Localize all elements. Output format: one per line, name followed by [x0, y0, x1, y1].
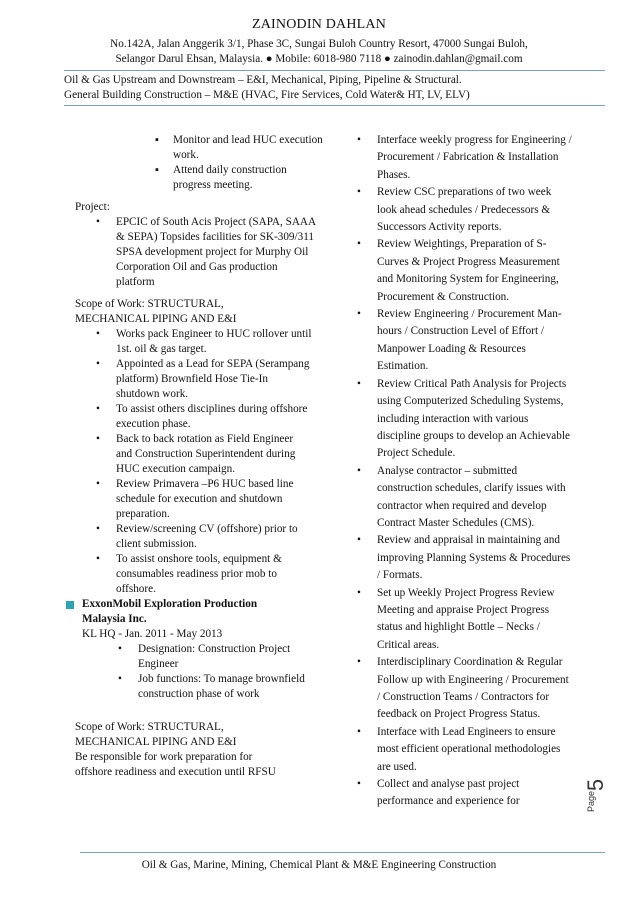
- project-list: [116, 215, 316, 290]
- sector-summary: [64, 73, 604, 103]
- scope-heading-2: [75, 720, 335, 780]
- list-item: • Interface weekly progress for Engineering / Procurement / Fabrication & Installation Phases.: [377, 132, 573, 184]
- scope2-line-2: MECHANICAL PIPING AND E&I: [75, 736, 237, 748]
- address-line-1: No.142A, Jalan Anggerik 3/1, Phase 3C, Sungai Buloh Country Resort, 47000 Sungai Buloh,: [110, 38, 528, 50]
- page-number: 5: [583, 778, 609, 792]
- company-line-1: ExxonMobil Exploration Production: [82, 598, 258, 610]
- company-location: KL HQ - Jan. 2011 - May 2013: [82, 628, 223, 640]
- scope1-line-2: MECHANICAL PIPING AND E&I: [75, 313, 237, 325]
- left-sub-bullets: [173, 133, 323, 193]
- sector-line-1: Oil & Gas Upstream and Downstream – E&I, Mechanical, Piping, Pipeline & Structural.: [64, 74, 462, 86]
- list-item: • Interdisciplinary Coordination & Regular Follow up with Engineering / Procurement / Construction Teams / Contractors for feedback on Project Progress Status.: [377, 654, 573, 724]
- list-item: • Collect and analyse past project performance and experience for: [377, 776, 573, 811]
- page-label: Page: [586, 790, 596, 812]
- list-item: • Analyse contractor – submitted construction schedules, clarify issues with contractor when required and develop Contract Master Schedules (CMS).: [377, 463, 573, 533]
- scope2-line-3: Be responsible for work preparation for: [75, 751, 253, 763]
- list-item: • Review Weightings, Preparation of S-Curves & Project Progress Measurement and Monitoring System for Engineering, Procurement & Construction.: [377, 236, 573, 306]
- company-list: [138, 642, 324, 702]
- list-item: • Set up Weekly Project Progress Review Meeting and appraise Project Progress status and highlight Bottle – Necks / Critical areas.: [377, 585, 573, 655]
- resume-name: ZAINODIN DAHLAN: [251, 17, 387, 32]
- list-item: • Designation: Construction Project Engineer: [138, 642, 324, 672]
- list-item: • To assist others disciplines during offshore execution phase.: [116, 402, 312, 432]
- list-item: • Job functions: To manage brownfield construction phase of work: [138, 672, 324, 702]
- list-item: • Back to back rotation as Field Engineer and Construction Superintendent during HUC execution campaign.: [116, 432, 312, 477]
- list-item: • EPCIC of South Acis Project (SAPA, SAAA & SEPA) Topsides facilities for SK-309/311 SPSA development project for Murphy Oil Corporation Oil and Gas production platform: [116, 215, 316, 290]
- scope1-line-1: Scope of Work: STRUCTURAL,: [75, 298, 224, 310]
- list-item: ▪ Monitor and lead HUC execution work.: [173, 133, 323, 163]
- contact-block: [40, 37, 598, 67]
- list-item: • Review Primavera –P6 HUC based line schedule for execution and shutdown preparation.: [116, 477, 312, 522]
- list-item: • Appointed as a Lead for SEPA (Serampang platform) Brownfield Hose Tie-In shutdown work.: [116, 357, 312, 402]
- scope1-list: [116, 327, 312, 597]
- footer-text: Oil & Gas, Marine, Mining, Chemical Plant & M&E Engineering Construction: [141, 859, 497, 871]
- list-item: • Interface with Lead Engineers to ensure most efficient operational methodologies are used.: [377, 724, 573, 776]
- right-duties-list: [377, 132, 573, 811]
- scope2-line-4: offshore readiness and execution until RFSU: [75, 766, 276, 778]
- company-line-2: Malaysia Inc.: [82, 613, 147, 625]
- scope-heading-1: [75, 297, 315, 327]
- sector-rule: [64, 105, 605, 106]
- company-marker-icon: [66, 601, 74, 609]
- list-item: • Review/screening CV (offshore) prior to client submission.: [116, 522, 312, 552]
- list-item: ▪ Attend daily construction progress meeting.: [173, 163, 323, 193]
- list-item: • Review CSC preparations of two week look ahead schedules / Predecessors & Successors Activity reports.: [377, 184, 573, 236]
- list-item: • To assist onshore tools, equipment & consumables readiness prior mob to offshore.: [116, 552, 312, 597]
- address-line-2: Selangor Darul Ehsan, Malaysia. ● Mobile: 6018-980 7118 ● zainodin.dahlan@gmail.com: [115, 53, 523, 65]
- list-item: • Review Engineering / Procurement Man-hours / Construction Level of Effort / Manpower Loading & Resources Estimation.: [377, 306, 573, 376]
- project-label: Project:: [75, 201, 110, 213]
- list-item: • Review Critical Path Analysis for Projects using Computerized Scheduling Systems, including interaction with various discipline groups to develop an Achievable Project Schedule.: [377, 376, 573, 463]
- company-name: [82, 597, 322, 627]
- list-item: • Review and appraisal in maintaining and improving Planning Systems & Procedures / Formats.: [377, 532, 573, 584]
- sector-line-2: General Building Construction – M&E (HVAC, Fire Services, Cold Water& HT, LV, ELV): [64, 89, 470, 101]
- list-item: • Works pack Engineer to HUC rollover until 1st. oil & gas target.: [116, 327, 312, 357]
- scope2-line-1: Scope of Work: STRUCTURAL,: [75, 721, 224, 733]
- header-rule: [64, 70, 605, 71]
- footer-rule: [80, 852, 605, 853]
